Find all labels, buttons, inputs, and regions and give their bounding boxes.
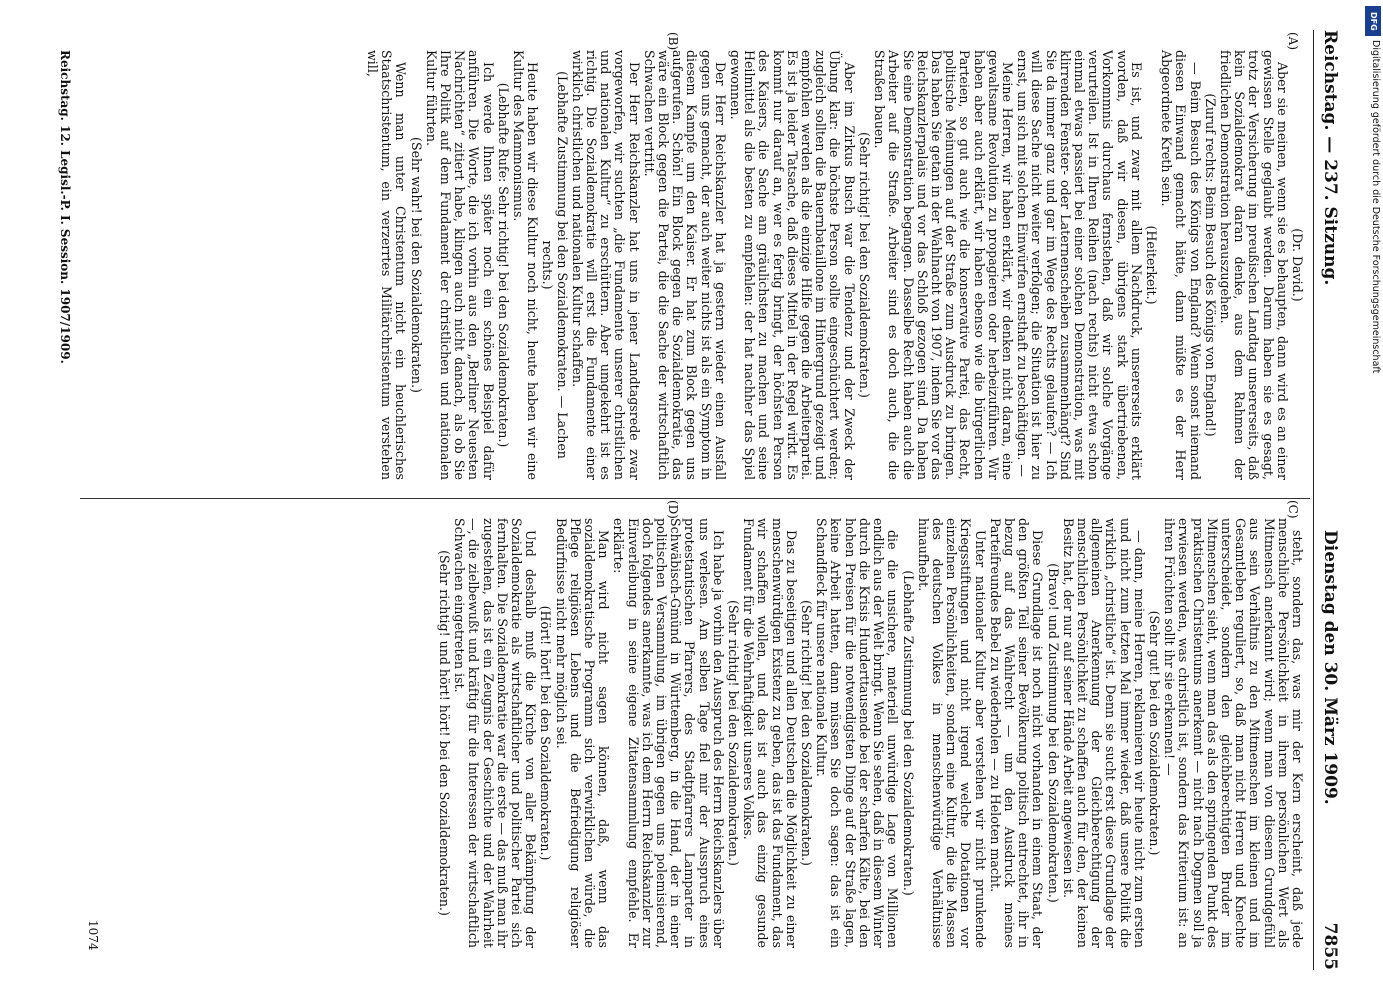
right-paragraph: (Hört! hört! bei den Sozialdemokraten.): [538, 605, 554, 861]
left-paragraph: Der Herr Reichskanzler hat ja gestern wieder einen Ausfall gegen uns gemacht, der auch weiter nichts ist als ein Symptom in diesem Kampfe um den Kaiser. Er hat zum Block gegen uns aufgerufen. Schön! Ein Block gegen die Sozialdemokratie, das wäre ein Block gegen die Partei, die die Sache der wirtschaftlich Schwachen vertritt.: [641, 50, 728, 480]
right-text-column: [436, 518, 1304, 948]
right-paragraph: Man wird nicht sagen können, daß, wenn das sozialdemokratische Programm sich verwirklichen würde, die Pflege religiösen Lebens und die Befriedigung religiöser Bedürfnisse nicht mehr möglich sei.: [553, 518, 612, 948]
margin-marker-b: (B): [666, 32, 680, 51]
margin-marker-c: (C): [1286, 500, 1300, 519]
credit-text: Digitalisierung gefördert durch die Deutsche Forschungsgemeinschaft: [1370, 40, 1381, 374]
right-paragraph: (Sehr gut! bei den Sozialdemokraten.): [1146, 610, 1162, 856]
left-paragraph: (Lebhafte Rufe: Sehr richtig! bei den Sozialdemokraten.): [495, 82, 511, 448]
left-paragraph: Heute haben wir diese Kultur noch nicht, heute haben wir eine Kultur des Mammonismus.: [511, 50, 541, 480]
page-header: [1314, 30, 1340, 970]
left-paragraph: Es ist, und zwar mit allem Nachdruck, unsererseits erklärt worden, daß wir diesen, übrigens stark übertriebenen, Vorkommnis durchaus fernstehen, daß wir solche Vorgänge verurteilen. Ist in Ihren Reihen (nach rechts) nicht etwa schon einmal etwas passiert bei einer solchen Demonstration, was mit klirrenden Fenster- oder Laternenscheiben zusammenhängt? Sind Sie da immer ganz und gar im Wege des Rechts gelaufen? — Ich will diese Sache nicht weiter verfolgen; die Situation ist hier zu ernst, um sich mit solchen Einwürfen ernsthaft zu beschäftigen. —: [1015, 50, 1144, 480]
right-paragraph: (Sehr richtig! bei den Sozialdemokraten.): [799, 600, 815, 866]
dfg-logo: DFG: [1365, 6, 1381, 36]
left-paragraph: Meine Herren, wir haben erklärt, wir denken nicht daran, eine gewaltsame Revolution zu propagieren oder herbeizuführen. Wir haben aber auch erklärt, wir haben ebenso wie die bürgerlichen Parteien, so gut auch wie die konservative Partei, das Recht, politische Meinungen auf der Straße zum Ausdruck zu bringen. Das haben Sie getan in der Wahlnacht von 1907, indem Sie vor das Reichskanzlerpalais und vor das Schloß gezogen sind. Da haben Sie eine Demonstration begangen. Dasselbe Recht haben auch die Arbeiter auf die Straße. Arbeiter sind es doch auch, die die Straßen bauen.: [872, 50, 1015, 480]
left-paragraph: Wenn man unter Christentum nicht ein heuchlerisches Staatschristentum, ein verzerrtes Militärchristentum verstehen will,: [365, 50, 409, 480]
left-paragraph: (Heiterkeit.): [1143, 225, 1159, 305]
header-page-number: 7855: [1320, 922, 1340, 970]
left-paragraph: Aber sie meinen, wenn sie es behaupten, dann wird es an einer gewissen Stelle geglaubt werden. Darum haben sie es gesagt, trotz der Versicherung im preußischen Landtag unsererseits, daß kein Sozialdemokrat daran denke, aus dem Rahmen der friedlichen Demonstration herauszugehen.: [1217, 50, 1290, 480]
header-rule: [1313, 30, 1314, 970]
bottom-page-number: 1074: [86, 920, 100, 951]
right-paragraph: Das zu beseitigen und allen Deutschen die Möglichkeit zu einer menschenwürdigen Existenz zu geben, das ist das Fundament, das wir schaffen wollen, und das ist auch das einzig gesunde Fundament für die Wehrhaftigkeit unseres Volkes.: [741, 518, 799, 948]
margin-marker-d: (D): [666, 500, 680, 519]
left-paragraph: (Zuruf rechts: Beim Besuch des Königs von England!): [1202, 93, 1218, 437]
header-left: Reichstag. — 237. Sitzung.: [1320, 30, 1340, 286]
left-paragraph: — Beim Besuch des Königs von England? Wenn sonst niemand diesen Einwand gemacht hätte, dann müßte es der Herr Abgeordnete Kreth sein.: [1159, 50, 1203, 480]
left-paragraph: (Sehr wahr! bei den Sozialdemokraten.): [408, 137, 424, 393]
right-paragraph: Unter nationaler Kultur aber verstehen wir nicht prunkende Kriegsstiftungen und nicht irgend welche Dotationen vor einzelnen Persönlichkeiten, sondern eine Kultur, die die Massen des deutschen Volkes in menschenwürdige Verhältnisse hinaufhebt.: [915, 518, 988, 948]
right-paragraph: steht, sondern das, was mir der Kern erscheint, daß jede menschliche Persönlichkeit in ihrem persönlichen Wert als Mitmensch anerkannt wird; wenn man von diesem Grundgefühl aus sein Verhältnis zu den Mitmenschen im kleinen und im Gesamtleben reguliert, so, daß man nicht Herren und Knechte unterscheidet, sondern den gleichberechtigten Bruder im Mitmenschen sieht, wenn man das als den springenden Punkt des praktischen Christentums anerkennt — nicht nach Dogmen soll ja erwiesen werden, was christlich ist, sondern das Kriterium ist: an ihren Früchten sollt ihr sie erkennen! —: [1162, 518, 1305, 948]
right-paragraph: (Sehr richtig! und hört! hört! bei den Sozialdemokraten.): [437, 550, 453, 916]
left-paragraph: (Dr. David.): [1290, 228, 1305, 302]
margin-marker-a: (A): [1286, 32, 1300, 51]
header-center: Dienstag den 30. März 1909.: [1320, 530, 1340, 805]
left-text-column: [364, 50, 1304, 480]
right-paragraph: die die unsichere, materiell unwürdige Lage von Millionen endlich aus der Welt bringt. Wenn Sie sehen, daß in diesem Winter durch die Krisis Hunderttausende bei der scharfen Kälte, bei den hohen Preisen für die notwendigsten Dinge auf der Straße lagen, keine Arbeit hatten, dann müssen Sie doch sagen: das ist ein Schandfleck für unsere nationale Kultur.: [814, 518, 901, 948]
left-paragraph: (Sehr richtig! bei den Sozialdemokraten.): [856, 132, 872, 398]
left-paragraph: Ich werde Ihnen später noch ein schönes Beispiel dafür anführen. Die Worte, die ich vorhin aus den „Berliner Neuesten Nachrichten“ zitiert habe, klingen auch nicht danach, als ob Sie Ihre Politik auf dem Fundament der christlichen und nationalen Kultur führten.: [423, 50, 496, 480]
right-paragraph: (Lebhafte Zustimmung bei den Sozialdemokraten.): [900, 570, 916, 896]
left-paragraph: Aber im Zirkus Busch war die Tendenz und der Zweck der Übung klar: die höchste Person sollte eingeschüchtert werden; zugleich sollten die Bauernbataillone im Hintergrund gezeigt und empfohlen werden als die einzige Hilfe gegen die Arbeiterpartei. Es ist ja leider Tatsache, daß dieses Mittel in der Regel wirkt. Es kommt nur darauf an, wer es fertig bringt, der höchsten Person des Kaisers, die Sache am gräulichsten zu machen und seine Heilmittel als die besten zu empfehlen: der hat nachher das Spiel gewonnen.: [728, 50, 857, 480]
right-paragraph: (Sehr richtig! bei den Sozialdemokraten.): [726, 600, 742, 866]
digitization-credit: [1367, 40, 1381, 980]
right-paragraph: Ich habe ja vorhin den Ausspruch des Herrn Reichskanzlers über uns verlesen. Am selben Tage fiel mir der Ausspruch eines protestantischen Pfarrers, des Stadtpfarrers Lamparter in Schwäbisch-Gmünd in Württemberg, in die Hand, der in einer politischen Versammlung, im übrigen gegen uns polemisierend, doch folgendes anerkannte, was ich dem Herrn Reichskanzler zur Einverleibung in seine eigene Zitatensammlung empfehle. Er erklärte:: [611, 518, 726, 948]
rotated-page-content: [30, 30, 1340, 970]
left-paragraph: (Lebhafte Zustimmung bei den Sozialdemokraten. — Lachen rechts.): [540, 71, 570, 459]
column-divider: [80, 498, 1310, 499]
right-paragraph: Und deshalb muß die Kirche von aller Bekämpfung der Sozialdemokratie als wirtschaftlicher und politischer Partei sich fernhalten. Die Sozialdemokratie war die erste — das muß man ihr zugestehen, das ist ein Zeugnis der Geschichte und der Wahrheit —, die zielbewußt und kräftig für die Interessen der wirtschaftlich Schwachen eingetreten ist.: [452, 518, 539, 948]
page-footer: Reichstag. 12. Legisl.-P. I. Session. 1907/1909.: [58, 50, 72, 364]
right-paragraph: (Bravo! und Zustimmung bei den Sozialdemokraten.): [1045, 563, 1061, 903]
right-paragraph: Diese Grundlage ist noch nicht vorhanden in einem Staat, der den größten Teil seiner Bevölkerung politisch entrechtet, ihr in bezug auf das Wahlrecht — um den Ausdruck meines Parteifreundes Bebel zu wiederholen — zu Heloten macht.: [987, 518, 1046, 948]
left-paragraph: Der Herr Reichskanzler hat uns in jener Landtagsrede zwar vorgeworfen, wir suchten „die Fundamente unserer christlichen und nationalen Kultur“ zu erschüttern. Aber umgekehrt ist es richtig. Die Sozialdemokratie will erst die Fundamente einer wirklich christlichen und nationalen Kultur schaffen.: [569, 50, 642, 480]
right-paragraph: — dann, meine Herren, reklamieren wir heute nicht zum ersten und nicht zum letzten Mal immer wieder, daß unsere Politik die wirklich „christliche“ ist. Denn sie sucht erst diese Grundlage der allgemeinen Anerkennung der Gleichberechtigung der menschlichen Persönlichkeit zu schaffen auch für den, der keinen Besitz hat, der nur auf seiner Hände Arbeit angewiesen ist.: [1060, 518, 1147, 948]
